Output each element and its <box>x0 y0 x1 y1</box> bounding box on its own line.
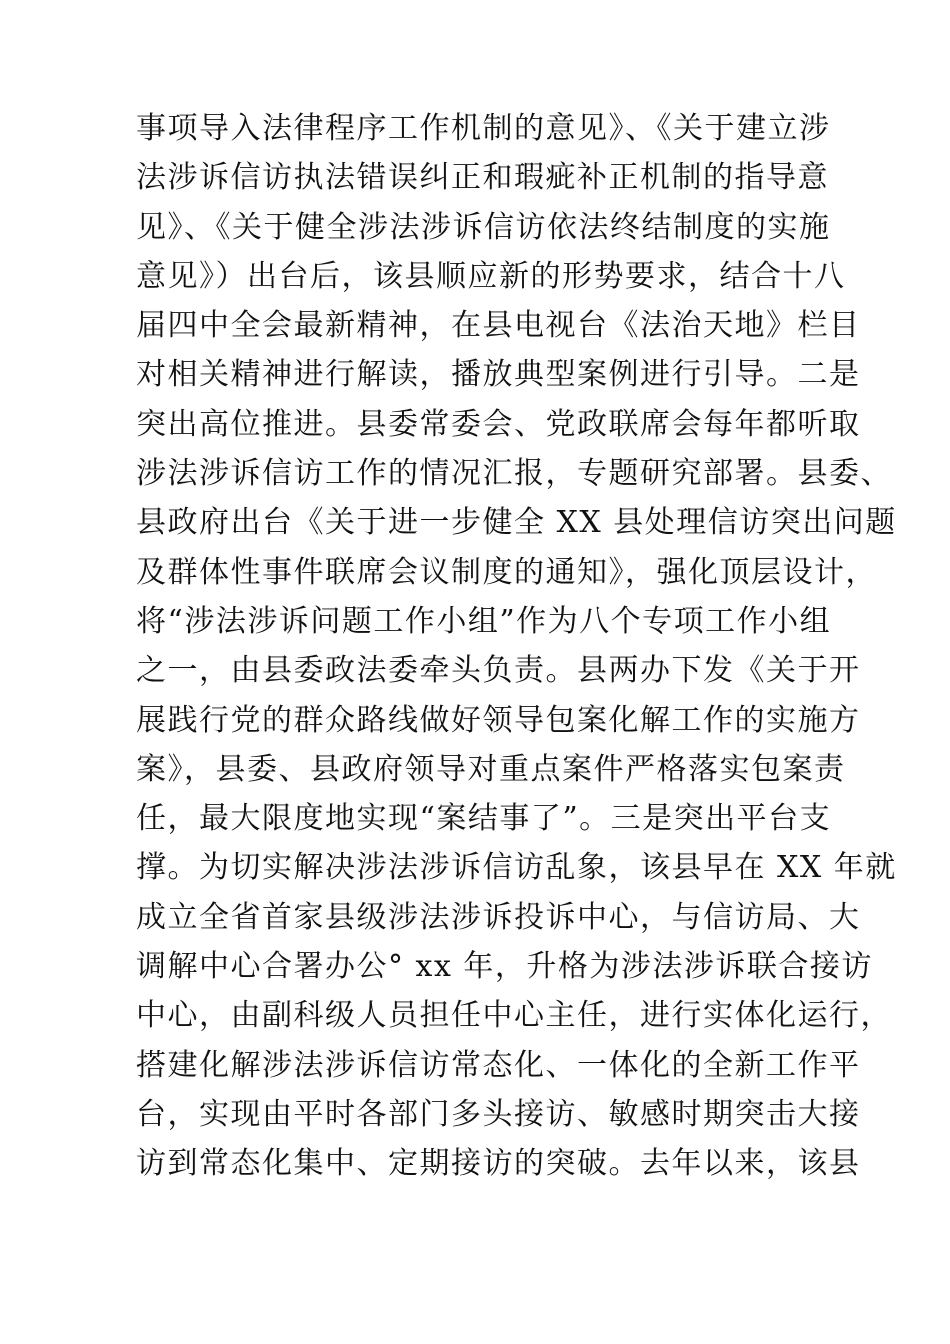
text-line: 搭建化解涉法涉诉信访常态化、一体化的全新工作平 <box>136 1047 861 1083</box>
text-line: 展践行党的群众路线做好领导包案化解工作的实施方 <box>136 702 861 738</box>
text-line: 访到常态化集中、定期接访的突破。去年以来，该县 <box>136 1146 861 1182</box>
text-line: 突出高位推进。县委常委会、党政联席会每年都听取 <box>136 406 861 442</box>
text-line: 意见》）出台后，该县顺应新的形势要求，结合十八 <box>136 258 846 294</box>
text-line: 之一，由县委政法委牵头负责。县两办下发《关于开 <box>136 653 861 689</box>
text-line: 任，最大限度地实现“案结事了”。三是突出平台支 <box>136 801 832 837</box>
text-line: 成立全省首家县级涉法涉诉投诉中心，与信访局、大 <box>136 899 861 935</box>
text-line: 台，实现由平时各部门多头接访、敏感时期突击大接 <box>136 1096 861 1132</box>
body-text <box>136 104 897 1189</box>
text-line: 见》、《关于健全涉法涉诉信访依法终结制度的实施 <box>136 209 831 245</box>
text-line: 案》，县委、县政府领导对重点案件严格落实包案责 <box>136 751 846 787</box>
text-line: 中心，由副科级人员担任中心主任，进行实体化运行， <box>136 998 892 1034</box>
text-line: 县政府出台《关于进一步健全 XX 县处理信访突出问题 <box>136 505 897 541</box>
text-line: 事项导入法律程序工作机制的意见》、《关于建立涉 <box>136 111 831 146</box>
text-line: 法涉诉信访执法错误纠正和瑕疵补正机制的指导意 <box>136 160 829 196</box>
text-line: 对相关精神进行解读，播放典型案例进行引导。二是 <box>136 357 861 393</box>
text-line: 届四中全会最新精神，在县电视台《法治天地》栏目 <box>136 308 861 344</box>
text-line: 涉法涉诉信访工作的情况汇报，专题研究部署。县委、 <box>136 456 892 492</box>
text-line: 调解中心合署办公° xx 年，升格为涉法涉诉联合接访 <box>136 949 873 985</box>
text-line: 将“涉法涉诉问题工作小组”作为八个专项工作小组 <box>136 603 832 639</box>
text-line: 撑。为切实解决涉法涉诉信访乱象，该县早在 XX 年就 <box>136 850 897 886</box>
text-line: 及群体性事件联席会议制度的通知》，强化顶层设计， <box>136 554 877 590</box>
